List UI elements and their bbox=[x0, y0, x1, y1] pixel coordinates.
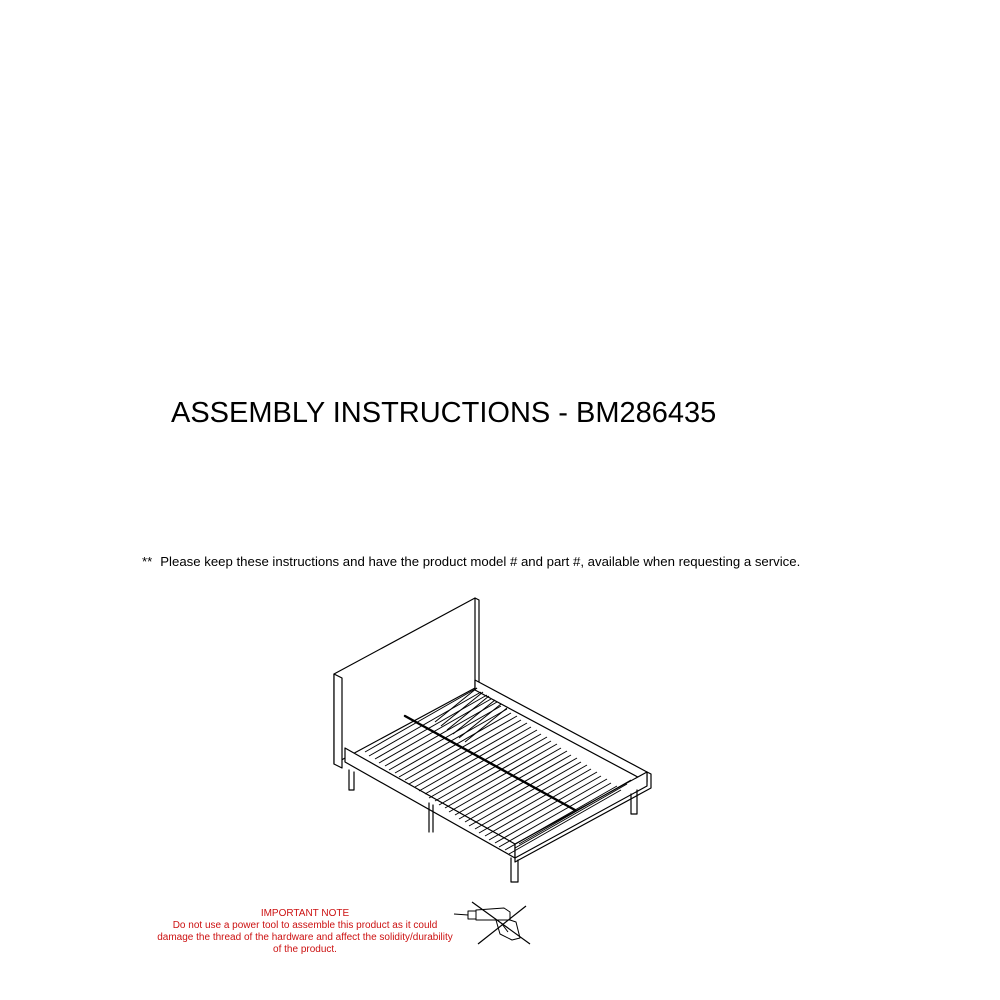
important-note-line-1: Do not use a power tool to assemble this product as it could bbox=[172, 920, 438, 931]
notice-marker: ** bbox=[142, 554, 153, 569]
title-prefix: ASSEMBLY INSTRUCTIONS - bbox=[171, 397, 576, 429]
important-note bbox=[140, 908, 470, 956]
model-number: BM286435 bbox=[576, 397, 717, 429]
service-notice bbox=[142, 553, 800, 571]
important-note-line-2: damage the thread of the hardware and affect the solidity/durability bbox=[157, 932, 453, 943]
important-note-line-3: of the product. bbox=[273, 944, 337, 955]
document-title bbox=[171, 393, 716, 433]
bed-frame-illustration bbox=[325, 592, 660, 887]
important-note-heading: IMPORTANT NOTE bbox=[260, 908, 350, 919]
crossed-out-power-drill-icon bbox=[452, 900, 534, 948]
notice-text: Please keep these instructions and have the product model # and part #, available when requesting a service. bbox=[160, 554, 801, 569]
